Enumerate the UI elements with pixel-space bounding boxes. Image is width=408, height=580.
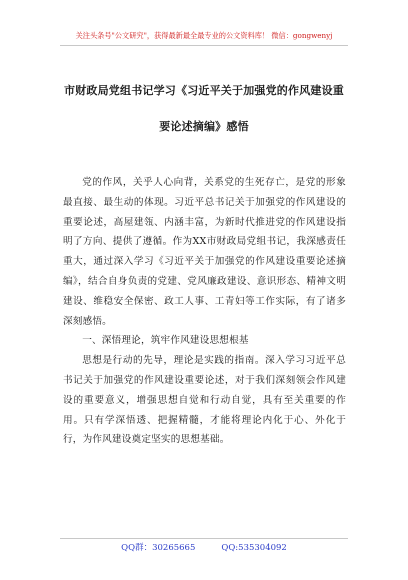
- body-paragraph: 党的作风，关乎人心向背，关系党的生死存亡，是党的形象最直接、最生动的体现。习近平总书记关于加强党的作风建设的重要论述，高屋建瓴、内涵丰富，为新时代推进党的作风建设指明了方向、提供了遵循。作为XX市财政局党组书记，我深感责任重大，通过深入学习《习近平关于加强党的作风建设重要论述摘编》，结合自身负责的党建、党风廉政建设、意识形态、精神文明建设、维稳安全保密、政工人事、工青妇等工作实际，有了诸多深刻感悟。: [63, 177, 346, 327]
- section-heading: 一、深悟理论，筑牢作风建设思想根基: [82, 335, 249, 347]
- footer-qq-contact: QQ:535304092: [221, 543, 287, 553]
- header-banner: 关注头条号"公文研究"，获得最新最全最专业的公文资料库！ 微信：gongwenyj: [75, 31, 333, 40]
- header-divider: [60, 45, 348, 46]
- footer: [0, 541, 408, 553]
- footer-qq-group: QQ群：30265665: [121, 543, 196, 553]
- footer-divider: [60, 538, 348, 539]
- document-body: [63, 173, 346, 450]
- body-paragraph: 思想是行动的先导，理论是实践的指南。深入学习习近平总书记关于加强党的作风建设重要论述，对于我们深刻领会作风建设的重要意义，增强思想自觉和行动自觉，具有至关重要的作用。只有学深悟透、把握精髓，才能将理论内化于心、外化于行，为作风建设奠定坚实的思想基础。: [63, 355, 346, 446]
- document-title-line-2: 要论述摘编》感悟: [159, 120, 249, 133]
- document-title-line-1: 市财政局党组书记学习《习近平关于加强党的作风建设重: [64, 84, 344, 97]
